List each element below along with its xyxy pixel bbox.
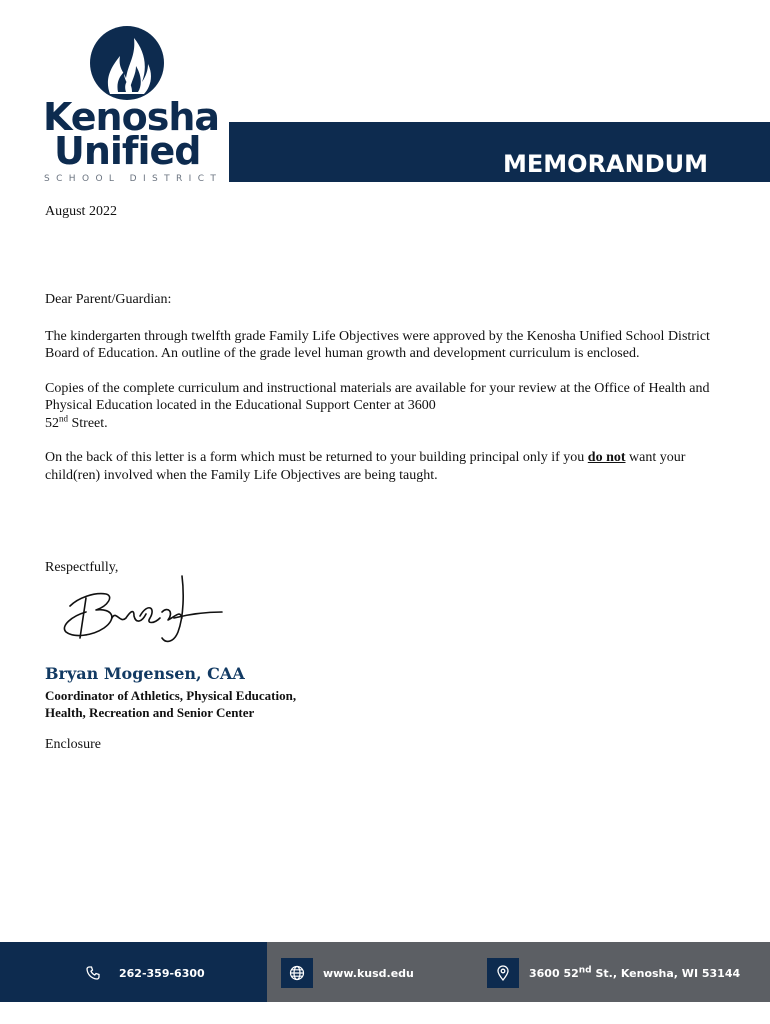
address-number: 3600 52 <box>529 966 579 980</box>
address-ordinal: nd <box>578 964 592 975</box>
signer-title-line-2: Health, Recreation and Senior Center <box>45 705 255 720</box>
salutation: Dear Parent/Guardian: <box>45 292 172 307</box>
district-logo <box>40 26 223 188</box>
location-pin-icon <box>487 958 519 988</box>
footer-address <box>487 958 740 988</box>
footer-website <box>281 958 414 988</box>
address-rest: St., Kenosha, WI 53144 <box>591 966 741 980</box>
emphasis-do-not: do not <box>587 450 626 465</box>
phone-number: 262-359-6300 <box>119 966 205 980</box>
phone-icon <box>77 958 109 988</box>
signer-name: Bryan Mogensen, CAA <box>45 664 245 683</box>
footer <box>0 942 770 1002</box>
closing: Respectfully, <box>45 560 119 575</box>
paragraph-2-text: Copies of the complete curriculum and instructional materials are available for your review at the Office of Health and Physical Education located in the Educational Support Center at 3600 <box>45 380 710 413</box>
logo-word-unified: Unified <box>54 129 201 173</box>
letter-date: August 2022 <box>45 204 117 219</box>
paragraph-3 <box>45 449 725 484</box>
paragraph-3-text-b: want your child(ren) involved when the Family Life Objectives are being taught. <box>45 450 686 483</box>
logo-subtitle: SCHOOL DISTRICT <box>44 174 223 184</box>
memorandum-banner <box>229 122 770 182</box>
globe-icon <box>281 958 313 988</box>
paragraph-2 <box>45 380 725 433</box>
footer-phone <box>77 958 205 988</box>
paragraph-1: The kindergarten through twelfth grade Family Life Objectives were approved by the Kenosha Unified School District Board of Education. An outline of the grade level human growth and development curriculum is enclosed. <box>45 328 710 361</box>
memorandum-title: MEMORANDUM <box>503 150 708 178</box>
flame-emblem-icon <box>90 26 164 100</box>
letter-body <box>45 291 725 501</box>
signer-title <box>45 687 296 721</box>
street-ordinal: nd <box>59 412 68 423</box>
enclosure-note: Enclosure <box>45 737 101 752</box>
address-text <box>529 964 741 980</box>
logo-word-kenosha: Kenosha <box>43 95 220 139</box>
website-link[interactable]: www.kusd.edu <box>323 966 414 980</box>
street-number: 52 <box>45 415 59 431</box>
paragraph-3-text-a: On the back of this letter is a form which must be returned to your building principal only if you <box>45 450 588 465</box>
street-suffix: Street. <box>68 415 108 431</box>
handwritten-signature <box>56 572 226 654</box>
signer-title-line-1: Coordinator of Athletics, Physical Education, <box>45 688 297 703</box>
